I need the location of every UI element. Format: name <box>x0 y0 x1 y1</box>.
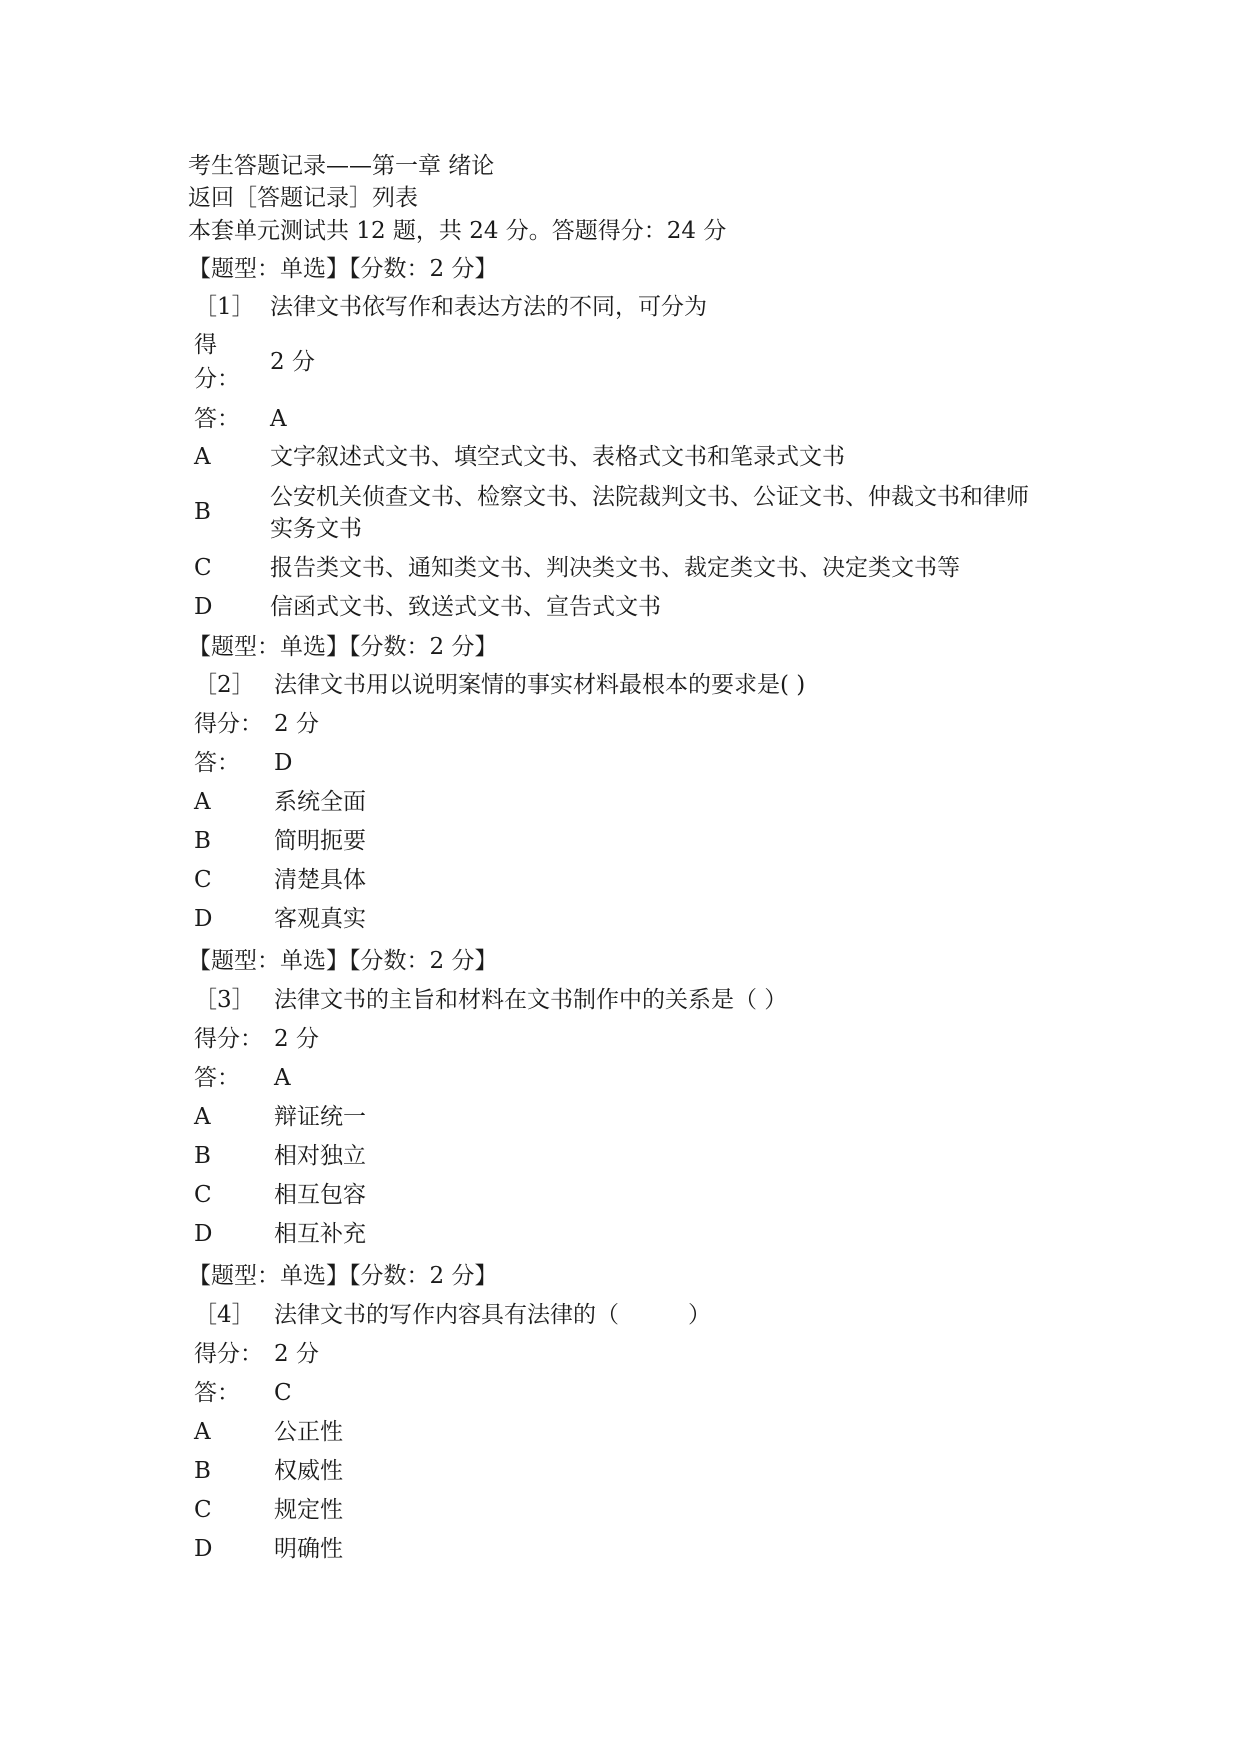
score-label: 得分： <box>194 711 263 737</box>
option-key: A <box>194 444 211 470</box>
option-key: D <box>194 906 213 932</box>
score-label: 得分： <box>194 1341 263 1367</box>
question-stem: 法律文书的主旨和材料在文书制作中的关系是（ ） <box>274 987 788 1013</box>
option-text: 公安机关侦查文书、检察文书、法院裁判文书、公证文书、仲裁文书和律师实务文书 <box>270 484 1029 542</box>
option-text: 相对独立 <box>274 1143 366 1169</box>
option-key: B <box>194 1143 211 1169</box>
score-value: 2 分 <box>274 1026 319 1052</box>
option-text: 权威性 <box>274 1458 343 1484</box>
back-to-list-link[interactable]: 返回［答题记录］列表 <box>188 185 418 211</box>
option-text: 文字叙述式文书、填空式文书、表格式文书和笔录式文书 <box>270 444 845 470</box>
option-text: 客观真实 <box>274 906 366 932</box>
score-label: 得分： <box>194 1026 263 1052</box>
question-number: ［4］ <box>194 1302 255 1328</box>
question-type-line: 【题型：单选】【分数：2 分】 <box>188 948 498 974</box>
option-text: 报告类文书、通知类文书、判决类文书、裁定类文书、决定类文书等 <box>270 555 960 581</box>
score-label: 得 <box>194 332 217 358</box>
option-text: 辩证统一 <box>274 1104 366 1130</box>
answer-label: 答： <box>194 406 240 432</box>
option-text: 相互包容 <box>274 1182 366 1208</box>
option-text: 相互补充 <box>274 1221 366 1247</box>
question-type-line: 【题型：单选】【分数：2 分】 <box>188 634 498 660</box>
score-label-cont: 分： <box>194 366 240 392</box>
option-text: 公正性 <box>274 1419 343 1445</box>
option-key: D <box>194 1221 213 1247</box>
option-key: A <box>194 789 211 815</box>
question-number: ［2］ <box>194 672 255 698</box>
question-type-line: 【题型：单选】【分数：2 分】 <box>188 1263 498 1289</box>
option-key: D <box>194 594 213 620</box>
option-key: A <box>194 1104 211 1130</box>
answer-value: A <box>270 406 287 432</box>
answer-label: 答： <box>194 1380 240 1406</box>
score-value: 2 分 <box>274 1341 319 1367</box>
question-stem: 法律文书用以说明案情的事实材料最根本的要求是( ) <box>274 672 806 698</box>
option-key: D <box>194 1536 213 1562</box>
option-key: A <box>194 1419 211 1445</box>
option-text: 简明扼要 <box>274 828 366 854</box>
option-text: 系统全面 <box>274 789 366 815</box>
question-stem: 法律文书的写作内容具有法律的（ ） <box>274 1302 711 1328</box>
answer-label: 答： <box>194 750 240 776</box>
option-key: C <box>194 555 212 581</box>
test-summary: 本套单元测试共 12 题，共 24 分。答题得分：24 分 <box>188 218 727 244</box>
option-text: 信函式文书、致送式文书、宣告式文书 <box>270 594 661 620</box>
option-text: 清楚具体 <box>274 867 366 893</box>
answer-value: A <box>274 1065 291 1091</box>
option-key: C <box>194 1182 212 1208</box>
page-title: 考生答题记录——第一章 绪论 <box>188 153 495 179</box>
option-key: C <box>194 1497 212 1523</box>
answer-value: C <box>274 1380 292 1406</box>
score-value: 2 分 <box>274 711 319 737</box>
question-stem: 法律文书依写作和表达方法的不同，可分为 <box>270 294 707 320</box>
option-key: C <box>194 867 212 893</box>
answer-value: D <box>274 750 293 776</box>
option-key: B <box>194 1458 211 1484</box>
question-number: ［3］ <box>194 987 255 1013</box>
score-value: 2 分 <box>270 349 315 375</box>
option-text: 规定性 <box>274 1497 343 1523</box>
question-type-line: 【题型：单选】【分数：2 分】 <box>188 256 498 282</box>
option-text: 明确性 <box>274 1536 343 1562</box>
answer-label: 答： <box>194 1065 240 1091</box>
question-number: ［1］ <box>194 294 255 320</box>
option-key: B <box>194 828 211 854</box>
option-key: B <box>194 499 211 525</box>
